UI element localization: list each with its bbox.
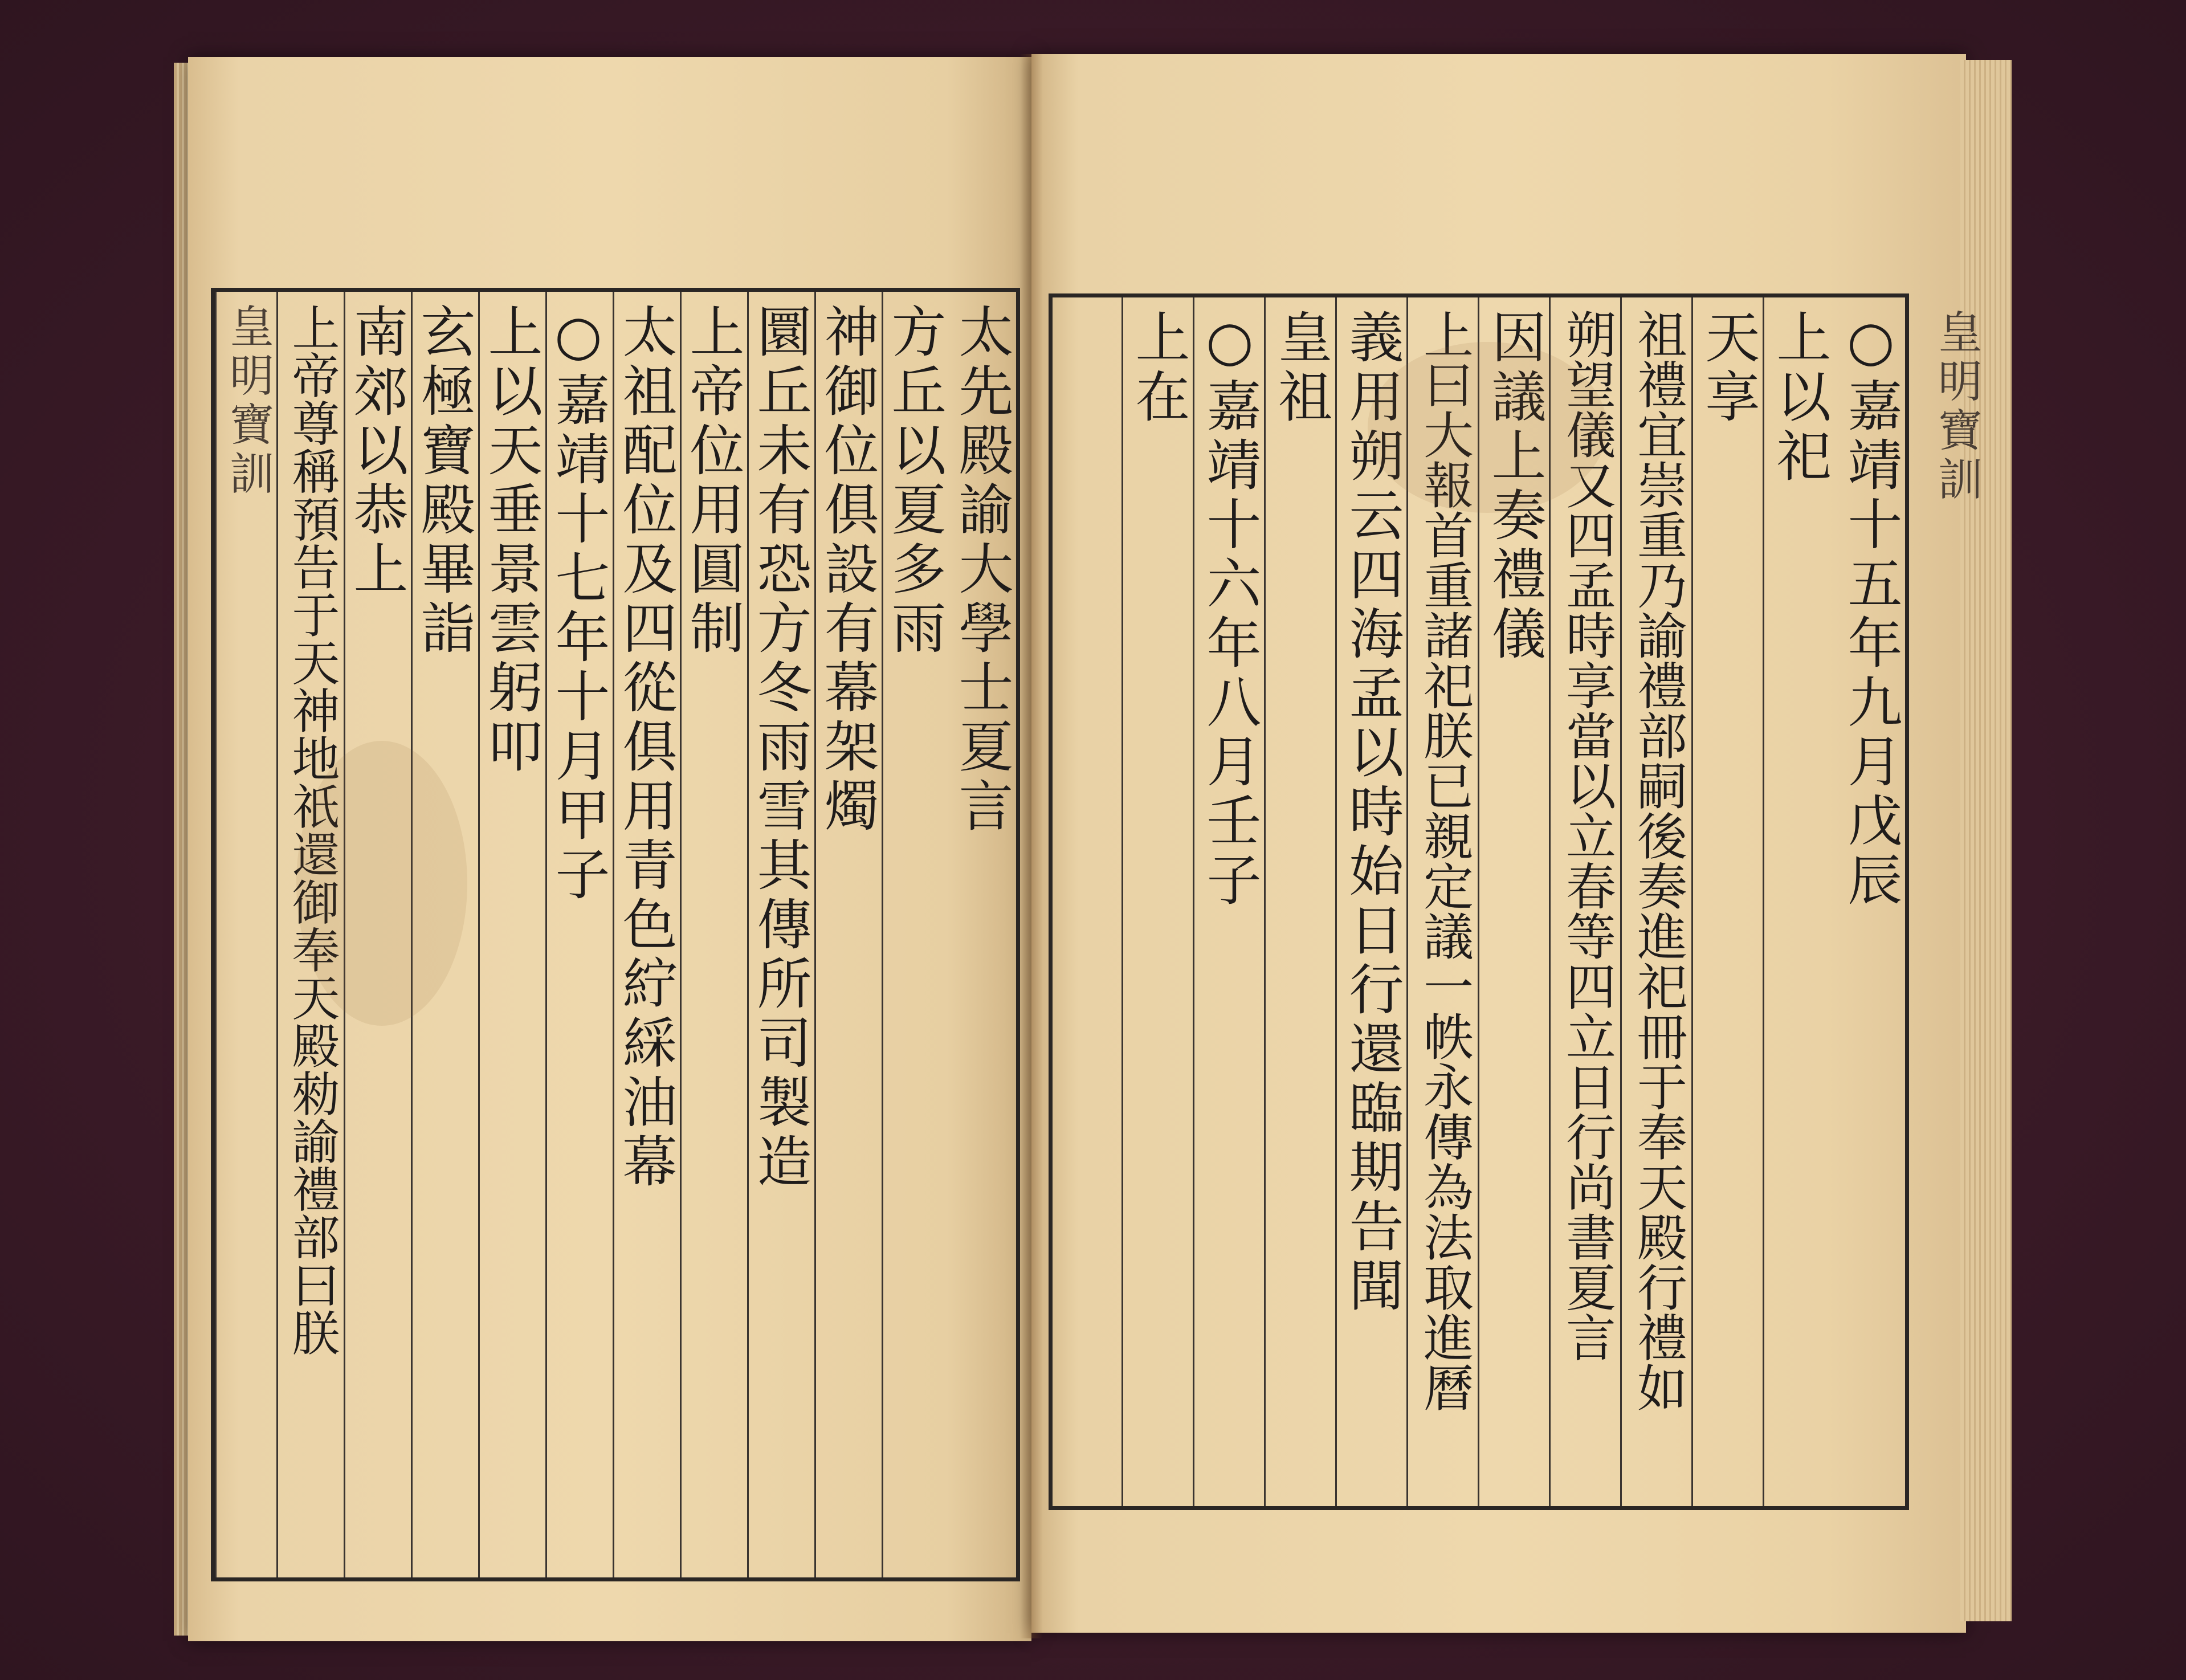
book-gutter [1020,54,1043,1638]
text-column: 上以祀 [1763,297,1834,1506]
text-column: 上帝尊稱預告于天神地祇還御奉天殿勑諭禮部曰朕 [276,292,344,1577]
text-column: 太祖配位及四從俱用青色紵綵油幕 [613,292,680,1577]
right-page-margin-title: 皇明寶訓 [1931,309,1982,505]
paper-stain [296,741,467,1026]
text-column: 因議上奏禮儀 [1478,297,1549,1506]
text-column: 天享 [1691,297,1763,1506]
text-column: ○嘉靖十七年十月甲子 [545,292,613,1577]
text-column: ○嘉靖十五年九月戊辰 [1839,309,1903,911]
text-column: 神御位俱設有幕架燭 [814,292,882,1577]
text-column: 南郊以恭上 [344,292,411,1577]
text-column: 朔望儀又四孟時享當以立春等四立日行尚書夏言 [1549,297,1620,1506]
text-column: 皇祖 [1264,297,1335,1506]
text-column: 圜丘未有恐方冬雨雪其傳所司製造 [747,292,814,1577]
text-column: 祖禮宜崇重乃諭禮部嗣後奏進祀冊于奉天殿行禮如 [1620,297,1691,1506]
text-column: 太先殿諭大學士夏言 [950,303,1014,837]
text-column: 上帝位用圓制 [680,292,747,1577]
text-column: 方丘以夏多雨 [882,292,949,1577]
text-column: 玄極寶殿畢詣 [411,292,478,1577]
text-column: 義用朔云四海孟以時始日行還臨期告聞 [1335,297,1406,1506]
text-column: 上以天垂景雲躬叩 [478,292,545,1577]
text-column: 上在 [1121,297,1193,1506]
text-column: 上曰大報首重諸祀朕已親定議一帙永傳為法取進曆 [1406,297,1478,1506]
left-page-margin-title: 皇明寶訓 [215,292,276,1577]
paper-stain [1368,342,1607,513]
text-column: ○嘉靖十六年八月壬子 [1193,297,1264,1506]
